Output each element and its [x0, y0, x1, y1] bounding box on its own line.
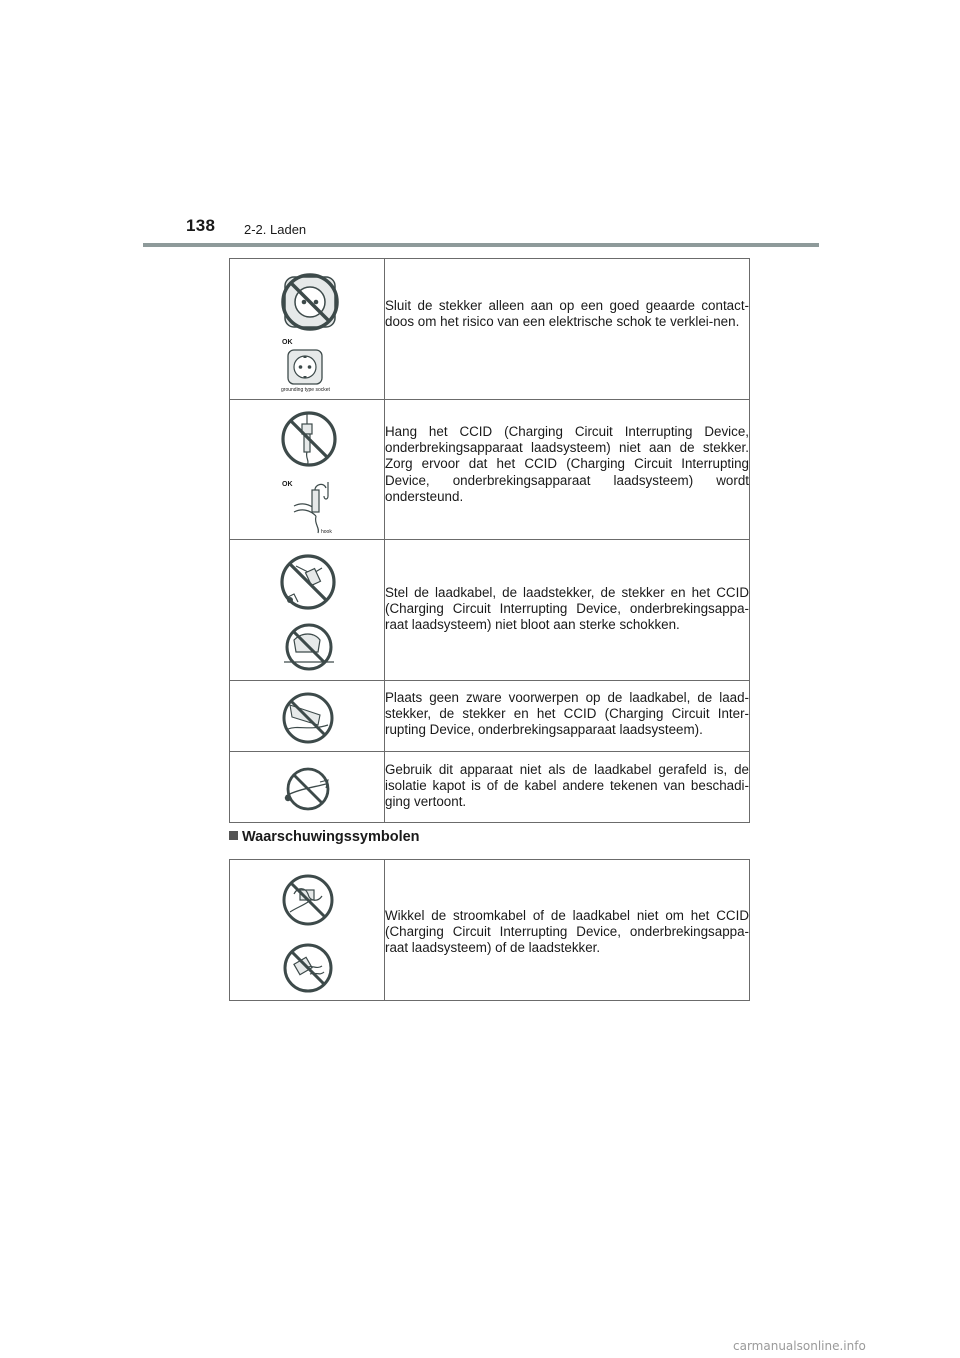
- precaution-text: Hang het CCID (Charging Circuit Interrupting Device, onderbrekingsapparaat laadsysteem) niet aan de stekker. Zorg ervoor dat het CCID (Charging Circuit Interrupting Device, onderbrekingsapparaat laadsysteem) wordt ondersteund.: [385, 423, 749, 504]
- table-row: [230, 540, 750, 681]
- socket-caption: grounding type socket: [281, 387, 330, 393]
- hook-caption: hook: [321, 529, 332, 535]
- icon-cell: [230, 860, 385, 1001]
- precaution-text: Wikkel de stroomkabel of de laadkabel niet om het CCID (Charging Circuit Interrupting Device, onderbrekingsappa-raat laadsysteem) of de laadstekker.: [385, 907, 749, 956]
- precaution-text: Stel de laadkabel, de laadstekker, de stekker en het CCID (Charging Circuit Interrupting Device, onderbrekingsappa-raat laadsysteem) niet bloot aan sterke schokken.: [385, 584, 749, 633]
- sub-heading-text: Waarschuwingssymbolen: [242, 829, 420, 845]
- icon-cell: [230, 681, 385, 752]
- page-number: 138: [186, 216, 216, 235]
- grounded-socket-ok-icon: [283, 348, 327, 386]
- precaution-text: Sluit de stekker alleen aan op een goed geaarde contact-doos om het risico van een elektrische schok te verklei-nen.: [385, 297, 749, 329]
- text-cell: [385, 860, 750, 1001]
- no-dropping-icon: [278, 552, 338, 612]
- table-row: [230, 400, 750, 540]
- ccid-on-hook-ok-icon: [290, 476, 340, 534]
- no-wrapping-plug-icon: [280, 942, 336, 994]
- table-row: [230, 752, 750, 823]
- sub-heading: [229, 829, 420, 845]
- no-wrapping-cable-icon: [280, 872, 336, 928]
- icon-cell: [230, 752, 385, 823]
- icon-cell: [230, 400, 385, 540]
- no-hanging-ccid-icon: [280, 410, 338, 468]
- text-cell: [385, 540, 750, 681]
- no-heavy-objects-icon: [280, 691, 336, 745]
- heading-marker-icon: [229, 831, 238, 840]
- icon-cell: [230, 540, 385, 681]
- no-damaged-cable-icon: [280, 766, 336, 812]
- section-label: 2-2. Laden: [244, 222, 307, 237]
- icon-cell: [230, 259, 385, 400]
- precaution-text: Gebruik dit apparaat niet als de laadkabel gerafeld is, de isolatie kapot is of de kabel andere tekenen van beschadi-ging vertoont.: [385, 761, 749, 810]
- precautions-table: [229, 258, 750, 823]
- table-row: [230, 259, 750, 400]
- ok-label: OK: [282, 339, 293, 346]
- text-cell: [385, 752, 750, 823]
- table-row: [230, 860, 750, 1001]
- text-cell: [385, 681, 750, 752]
- watermark: carmanualsonline.info: [733, 1339, 866, 1353]
- ok-label: OK: [282, 481, 293, 488]
- no-impact-icon: [280, 622, 338, 672]
- header-rule: [143, 243, 819, 247]
- text-cell: [385, 400, 750, 540]
- text-cell: [385, 259, 750, 400]
- precaution-text: Plaats geen zware voorwerpen op de laadkabel, de laad-stekker, de stekker en het CCID (Charging Circuit Inter-rupting Device, onderbrekingsapparaat laadsysteem).: [385, 689, 749, 738]
- warning-symbols-table: [229, 859, 750, 1001]
- no-ungrounded-socket-icon: [279, 271, 341, 333]
- table-row: [230, 681, 750, 752]
